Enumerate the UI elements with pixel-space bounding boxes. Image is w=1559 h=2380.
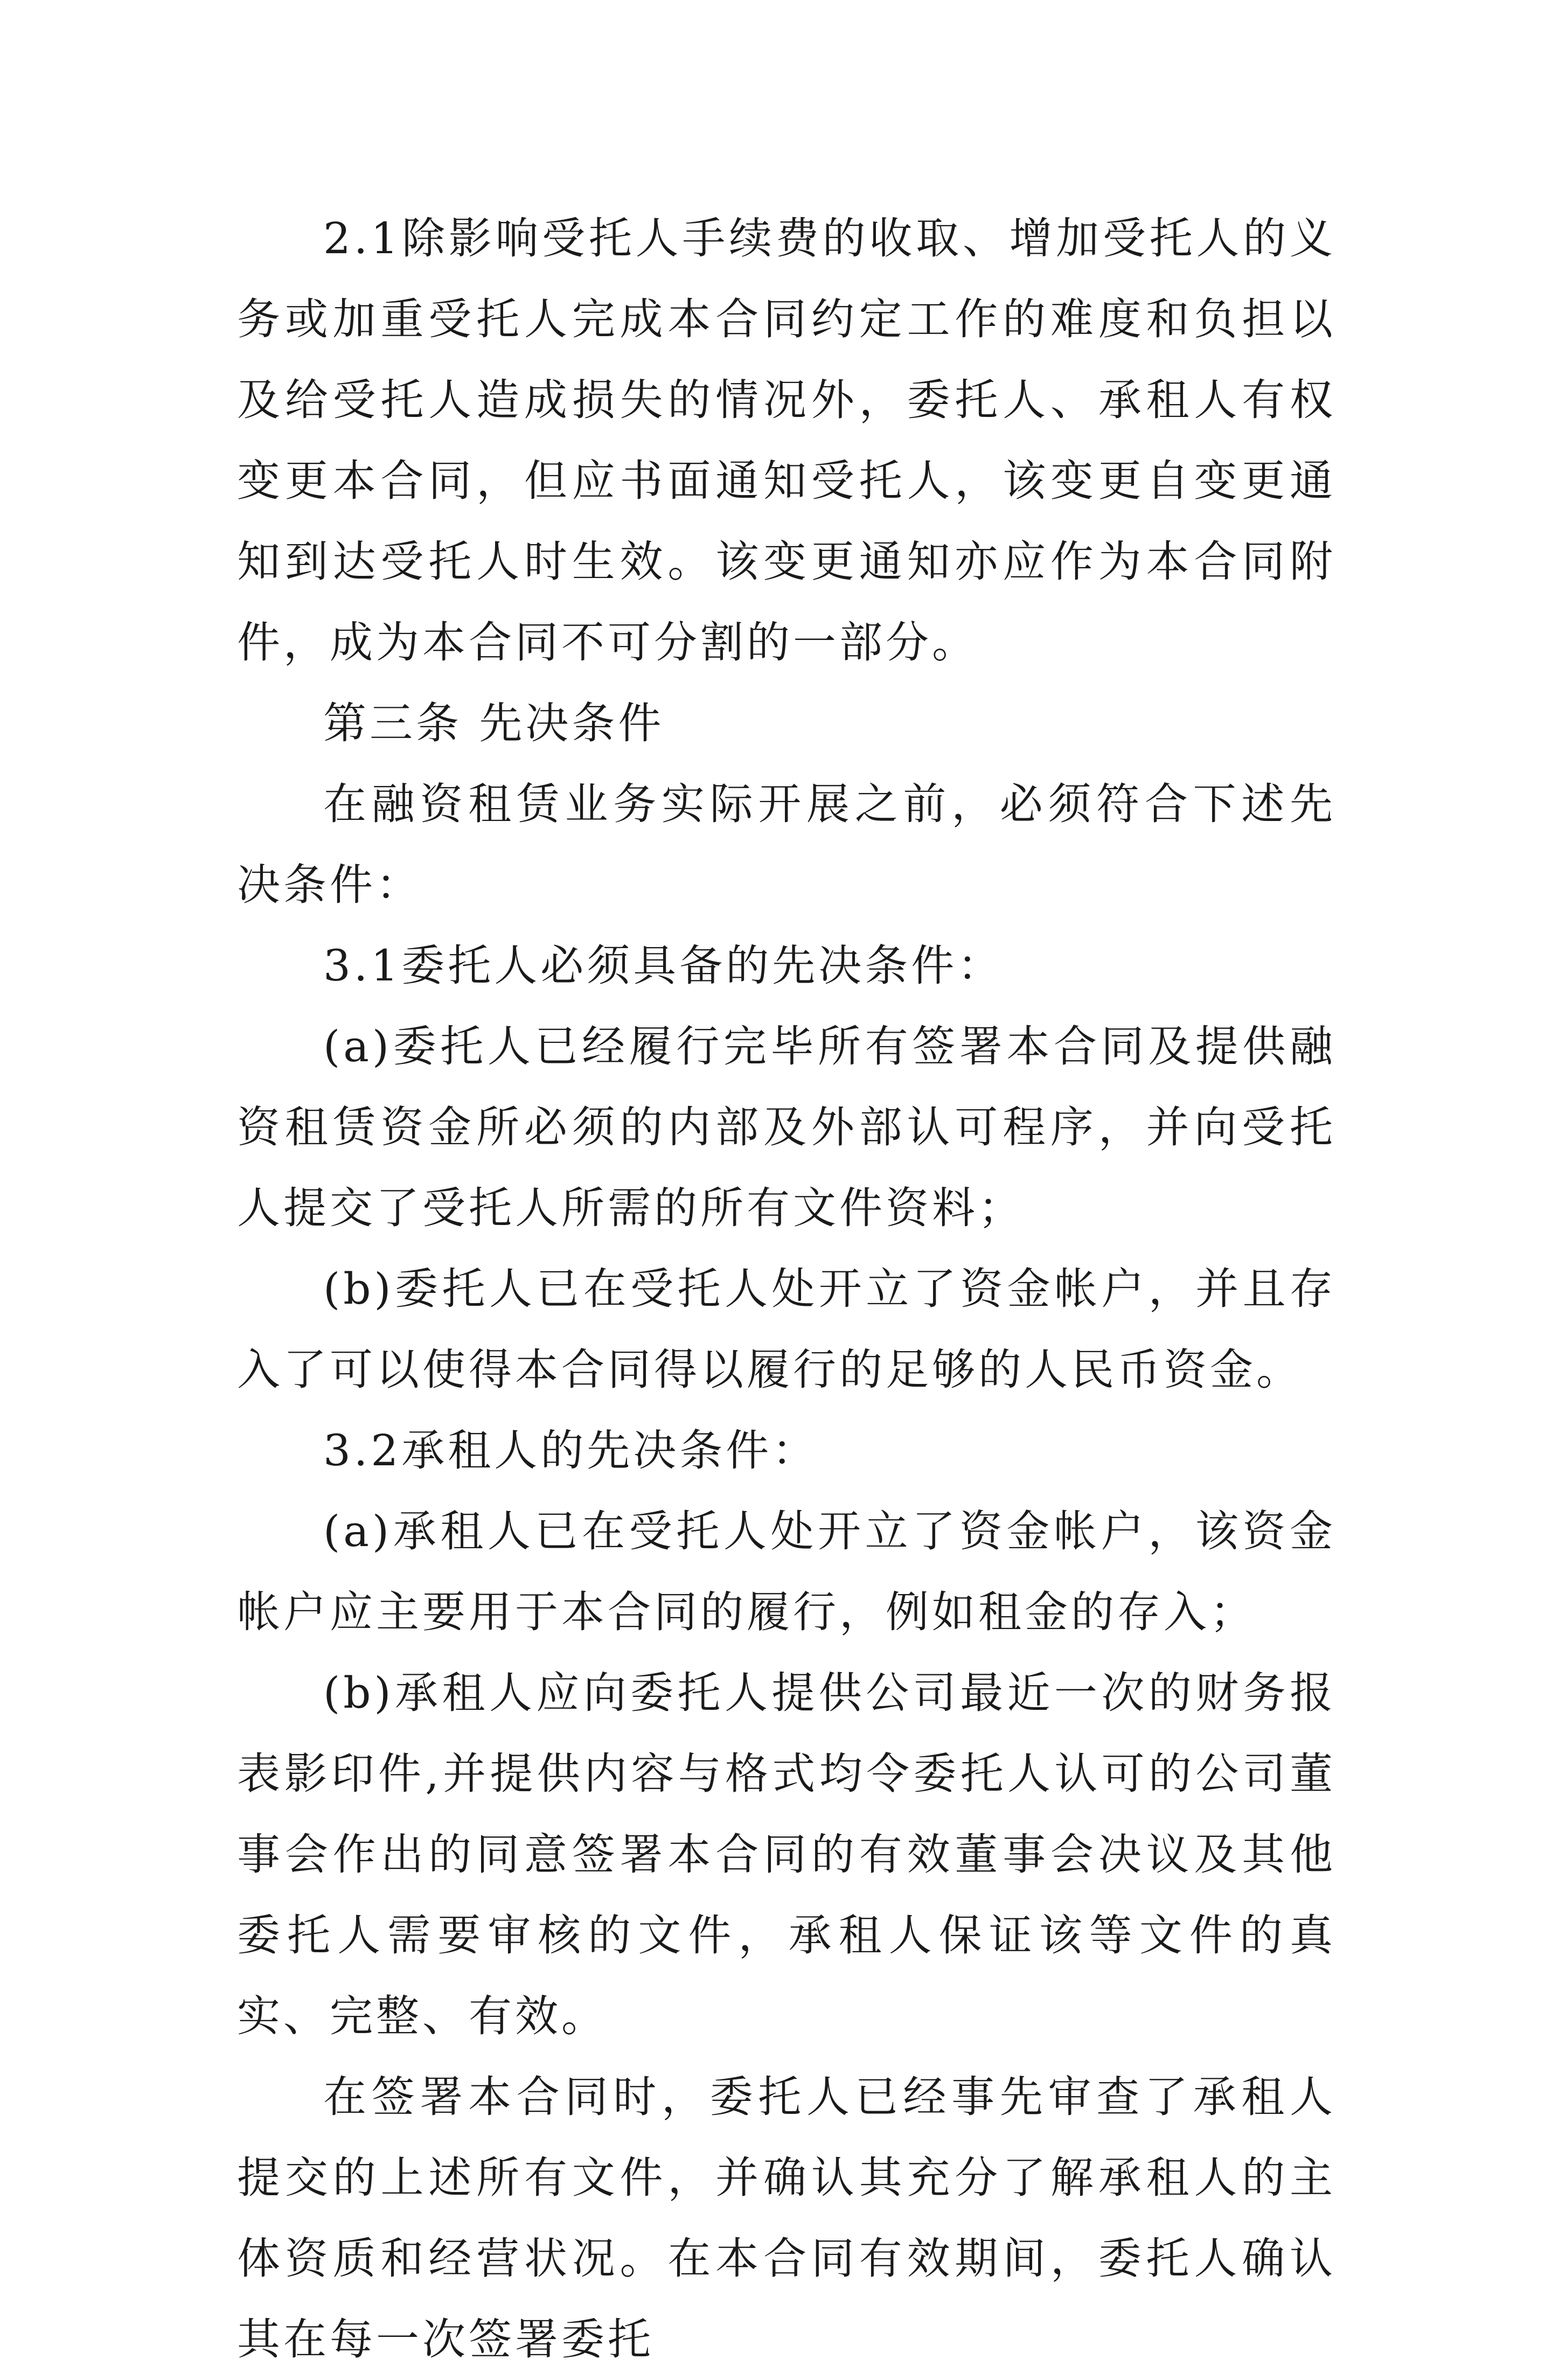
review-confirmation-paragraph: 在签署本合同时，委托人已经事先审查了承租人提交的上述所有文件，并确认其充分了解承租人的主体资质和经营状况。在本合同有效期间，委托人确认其在每一次签署委托 — [237, 2072, 1336, 2364]
preconditions-intro-paragraph: 在融资租赁业务实际开展之前，必须符合下述先决条件： — [237, 779, 1336, 910]
document-body — [237, 198, 1336, 2380]
clause-2-1-paragraph: 2.1除影响受托人手续费的收取、增加受托人的义务或加重受托人完成本合同约定工作的难度和负担以及给受托人造成损失的情况外，委托人、承租人有权变更本合同，但应书面通知受托人，该变更自变更通知到达受托人时生效。该变更通知亦应作为本合同附件，成为本合同不可分割的一部分。 — [237, 213, 1336, 667]
clause-3-2-a-paragraph: (a)承租人已在受托人处开立了资金帐户，该资金帐户应主要用于本合同的履行，例如租金的存入； — [237, 1506, 1336, 1637]
clause-3-2-paragraph: 3.2承租人的先决条件： — [323, 1425, 819, 1476]
clause-3-1-paragraph: 3.1委托人必须具备的先决条件： — [323, 941, 1004, 991]
clause-3-1-b-paragraph: (b)委托人已在受托人处开立了资金帐户，并且存入了可以使得本合同得以履行的足够的人民币资金。 — [237, 1264, 1336, 1395]
article-3-heading: 第三条 先决条件 — [323, 698, 665, 748]
clause-3-2-b-paragraph: (b)承租人应向委托人提供公司最近一次的财务报表影印件,并提供内容与格式均令委托人认可的公司董事会作出的同意签署本合同的有效董事会决议及其他委托人需要审核的文件，承租人保证该等文件的真实、完整、有效。 — [237, 1668, 1336, 2041]
clause-3-1-a-paragraph: (a)委托人已经履行完毕所有签署本合同及提供融资租赁资金所必须的内部及外部认可程序，并向受托人提交了受托人所需的所有文件资料； — [237, 1021, 1336, 1233]
